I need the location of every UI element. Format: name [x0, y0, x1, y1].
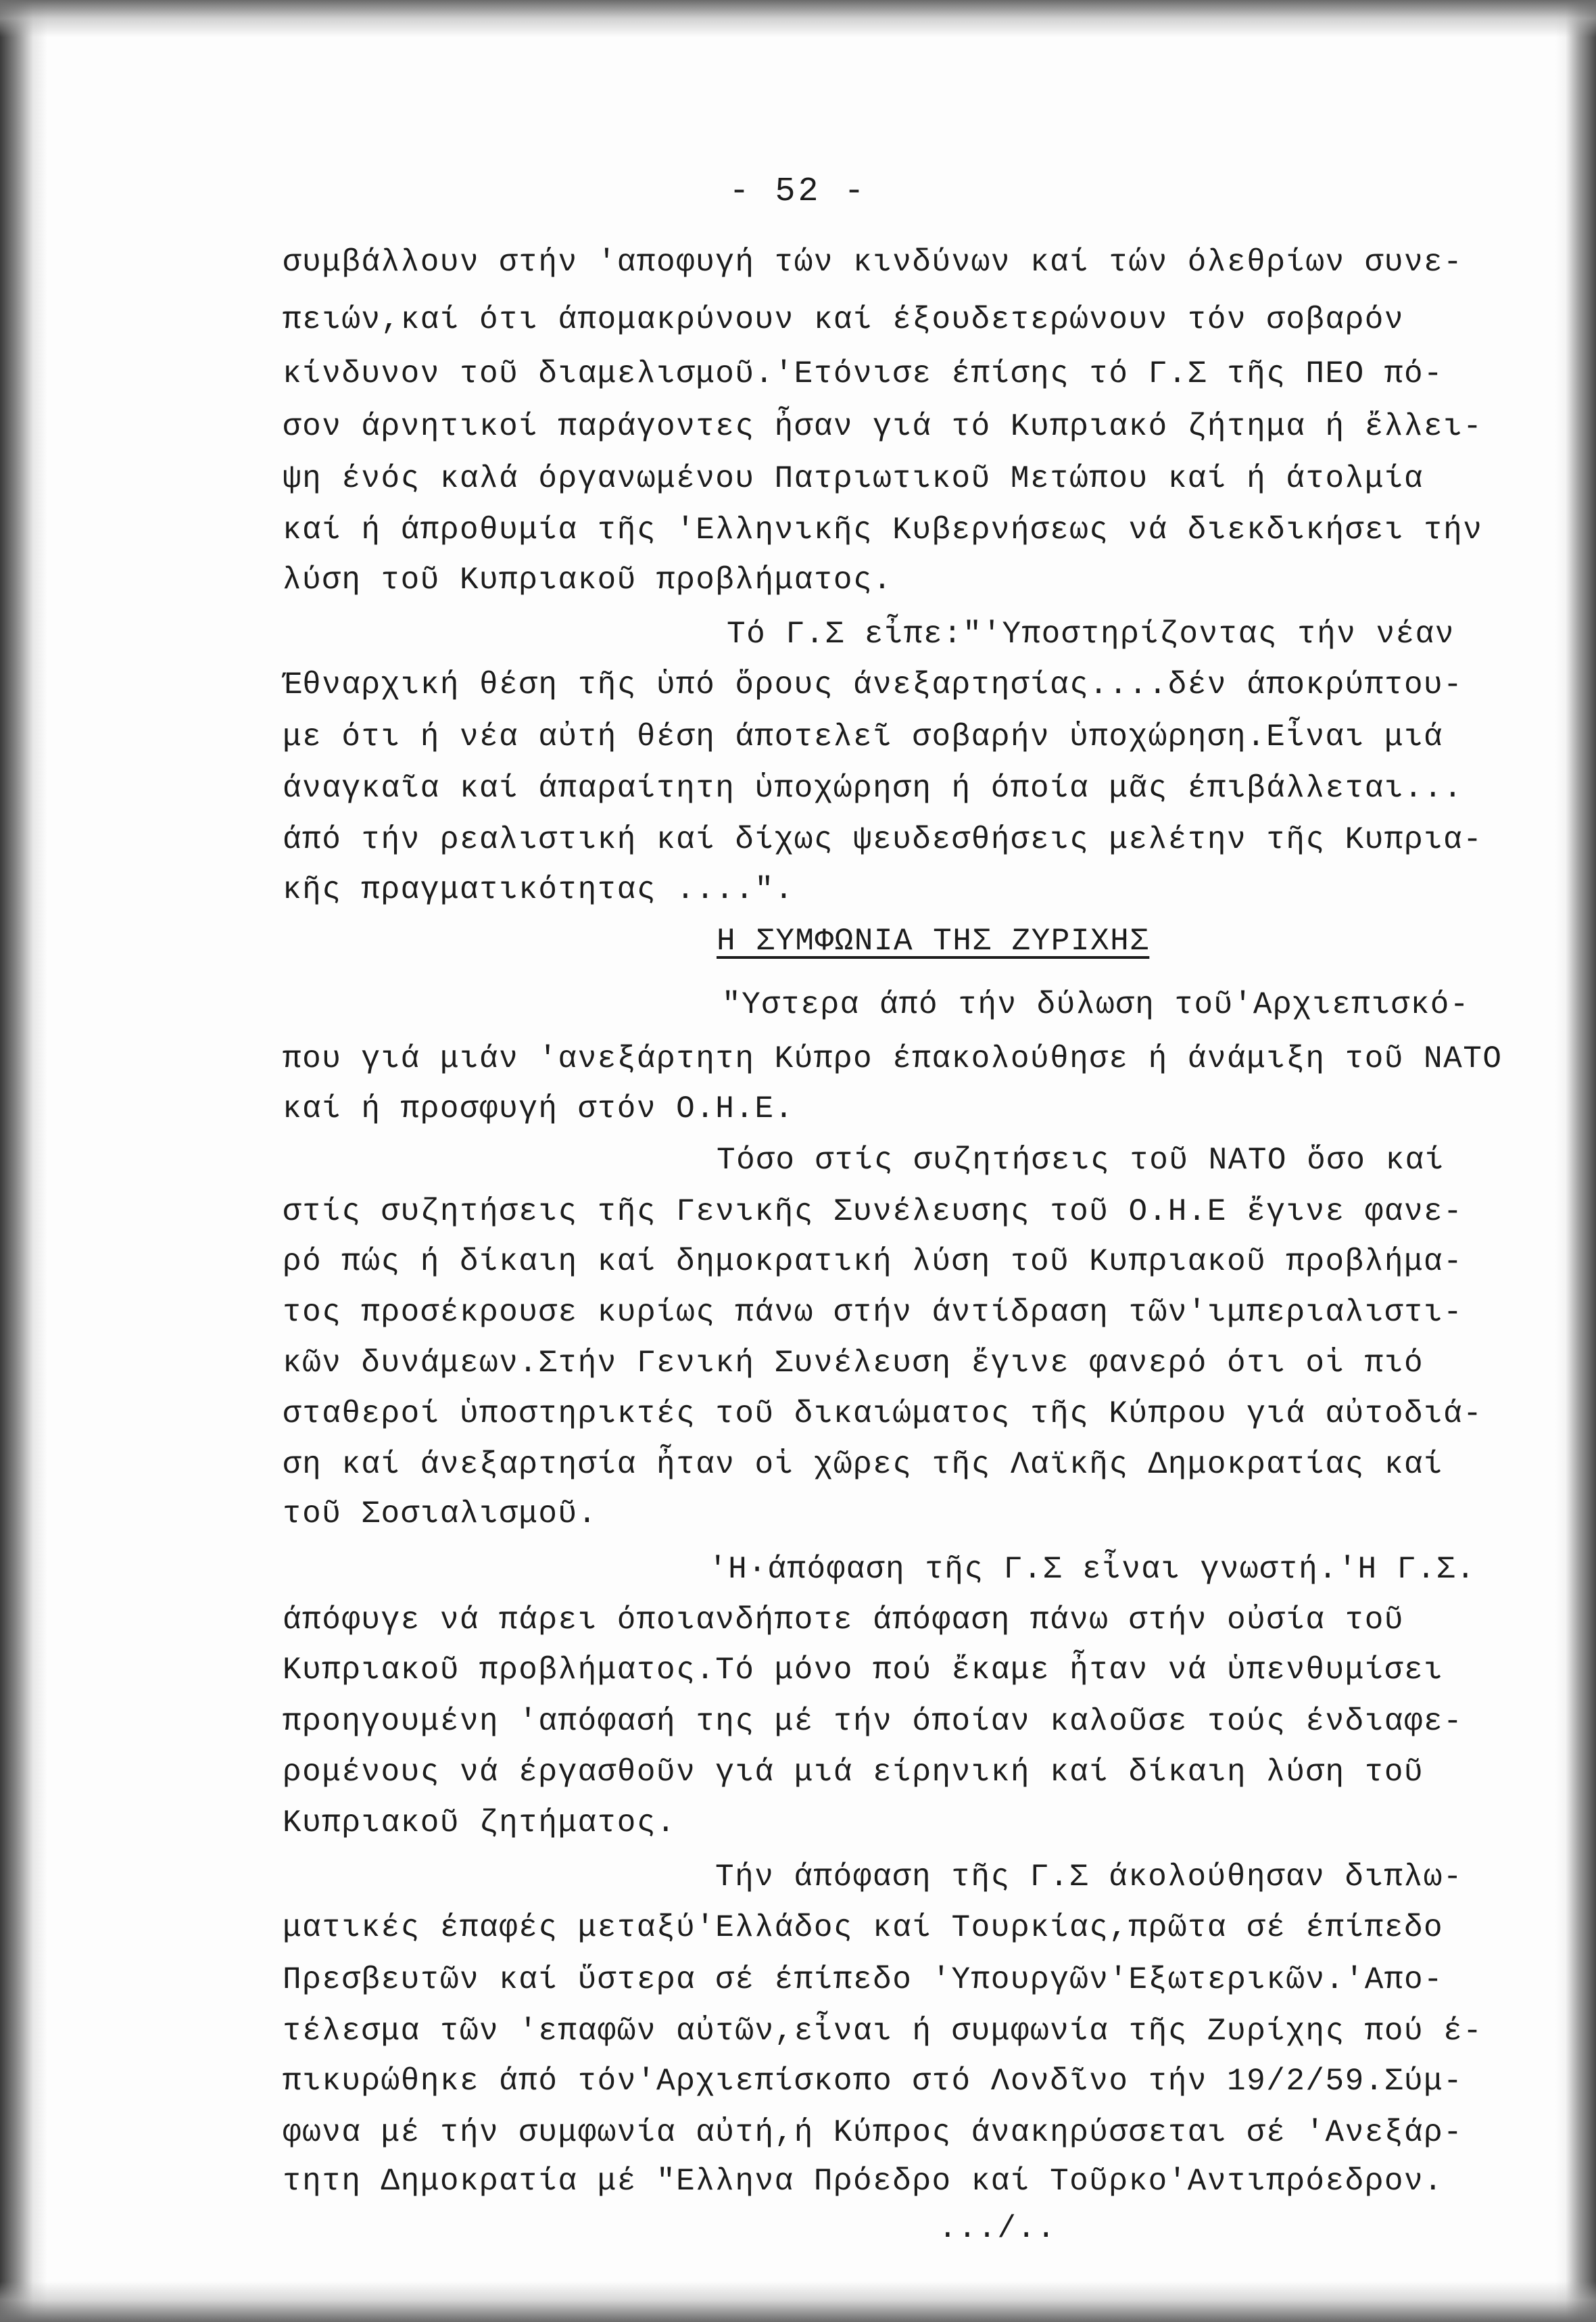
- scan-edge-right: [1555, 0, 1596, 2322]
- text-line: 'Η·άπόφαση τῆς Γ.Σ εἶναι γνωστή.'Η Γ.Σ.: [708, 1552, 1476, 1587]
- text-line: Τό Γ.Σ εἶπε:"'Υποστηρίζοντας τήν νέαν: [727, 617, 1455, 652]
- scan-edge-left: [0, 0, 47, 2322]
- text-line: τητη Δημοκρατία μέ "Ελληνα Πρόεδρο καί Τοῦρκο'Αντιπρόεδρον.: [283, 2164, 1444, 2199]
- text-line: Κυπριακοῦ ζητήματος.: [283, 1805, 677, 1841]
- text-line: φωνα μέ τήν συμφωνία αὐτή,ή Κύπρος άνακηρύσσεται σέ 'Ανεξάρ-: [283, 2115, 1464, 2150]
- text-line: τοῦ Σοσιαλισμοῦ.: [283, 1496, 598, 1532]
- text-line: λύση τοῦ Κυπριακοῦ προβλήματος.: [283, 563, 893, 598]
- text-line: συμβάλλουν στήν 'αποφυγή τών κινδύνων καί τών όλεθρίων συνε-: [283, 245, 1464, 280]
- text-line: που γιά μιάν 'ανεξάρτητη Κύπρο έπακολούθησε ή άνάμιξη τοῦ ΝΑΤΟ: [283, 1041, 1503, 1076]
- text-line: Πρεσβευτῶν καί ὕστερα σέ έπίπεδο 'Υπουργῶν'Εξωτερικῶν.'Απο-: [283, 1962, 1444, 1997]
- text-line: άπό τήν ρεαλιστική καί δίχως ψευδεσθήσεις μελέτην τῆς Κυπρια-: [283, 822, 1483, 857]
- text-line: ση καί άνεξαρτησία ἦταν οἱ χῶρες τῆς Λαϊκῆς Δημοκρατίας καί: [283, 1447, 1444, 1482]
- text-line: ρομένους νά έργασθοῦν γιά μιά είρηνική καί δίκαιη λύση τοῦ: [283, 1755, 1424, 1790]
- text-line: Κυπριακοῦ προβλήματος.Τό μόνο πού ἔκαμε ἦταν νά ὑπενθυμίσει: [283, 1653, 1444, 1688]
- scan-edge-top: [0, 0, 1596, 37]
- text-line: προηγουμένη 'απόφασή της μέ τήν όποίαν καλοῦσε τούς ένδιαφε-: [283, 1704, 1464, 1739]
- text-line: "Υστερα άπό τήν δύλωση τοῦ'Αρχιεπισκό-: [722, 987, 1470, 1022]
- text-line: ματικές έπαφές μεταξύ'Ελλάδος καί Τουρκίας,πρῶτα σέ έπίπεδο: [283, 1910, 1444, 1945]
- text-line: κῆς πραγματικότητας ....".: [283, 872, 794, 907]
- text-line: κίνδυνον τοῦ διαμελισμοῦ.'Ετόνισε έπίσης τό Γ.Σ τῆς ΠΕΟ πό-: [283, 356, 1444, 392]
- text-line: με ότι ή νέα αὐτή θέση άποτελεῖ σοβαρήν ὑποχώρηση.Εἶναι μιά: [283, 719, 1444, 755]
- text-line: Τήν άπόφαση τῆς Γ.Σ άκολούθησαν διπλω-: [715, 1859, 1463, 1895]
- text-line: άπόφυγε νά πάρει όποιανδήποτε άπόφαση πάνω στήν οὐσία τοῦ: [283, 1603, 1404, 1638]
- page-number: - 52 -: [729, 172, 867, 211]
- text-line: καί ή προσφυγή στόν Ο.Η.Ε.: [283, 1091, 794, 1127]
- text-line: στίς συζητήσεις τῆς Γενικῆς Συνέλευσης τοῦ Ο.Η.Ε ἔγινε φανε-: [283, 1194, 1464, 1229]
- text-line: Τόσο στίς συζητήσεις τοῦ ΝΑΤΟ ὅσο καί: [717, 1143, 1445, 1178]
- scan-edge-bottom: [0, 2281, 1596, 2322]
- text-line: τέλεσμα τῶν 'επαφῶν αὐτῶν,εἶναι ή συμφωνία τῆς Ζυρίχης πού έ-: [283, 2014, 1483, 2049]
- text-line: σον άρνητικοί παράγοντες ἦσαν γιά τό Κυπριακό ζήτημα ή ἔλλει-: [283, 409, 1483, 444]
- text-line: Έθναρχική θέση τῆς ὑπό ὅρους άνεξαρτησίας....δέν άποκρύπτου-: [283, 667, 1464, 703]
- text-line: σταθεροί ὑποστηρικτές τοῦ δικαιώματος τῆς Κύπρου γιά αὐτοδιά-: [283, 1396, 1483, 1431]
- text-line: τος προσέκρουσε κυρίως πάνω στήν άντίδραση τῶν'ιμπεριαλιστι-: [283, 1295, 1464, 1330]
- text-line: άναγκαῖα καί άπαραίτητη ὑποχώρηση ή όποία μᾶς έπιβάλλεται...: [283, 771, 1464, 806]
- continuation-marker: .../..: [938, 2211, 1057, 2246]
- text-line: κῶν δυνάμεων.Στήν Γενική Συνέλευση ἔγινε φανερό ότι οἱ πιό: [283, 1346, 1424, 1381]
- text-line: πειών,καί ότι άπομακρύνουν καί έξουδετερώνουν τόν σοβαρόν: [283, 302, 1404, 337]
- text-line: ψη ένός καλά όργανωμένου Πατριωτικοῦ Μετώπου καί ή άτολμία: [283, 461, 1424, 496]
- text-line: καί ή άπροθυμία τῆς 'Ελληνικῆς Κυβερνήσεως νά διεκδικήσει τήν: [283, 513, 1483, 548]
- section-heading: Η ΣΥΜΦΩΝΙΑ ΤΗΣ ΖΥΡΙΧΗΣ: [717, 924, 1150, 959]
- text-line: πικυρώθηκε άπό τόν'Αρχιεπίσκοπο στό Λονδῖνο τήν 19/2/59.Σύμ-: [283, 2064, 1464, 2099]
- text-line: ρό πώς ή δίκαιη καί δημοκρατική λύση τοῦ Κυπριακοῦ προβλήμα-: [283, 1244, 1464, 1279]
